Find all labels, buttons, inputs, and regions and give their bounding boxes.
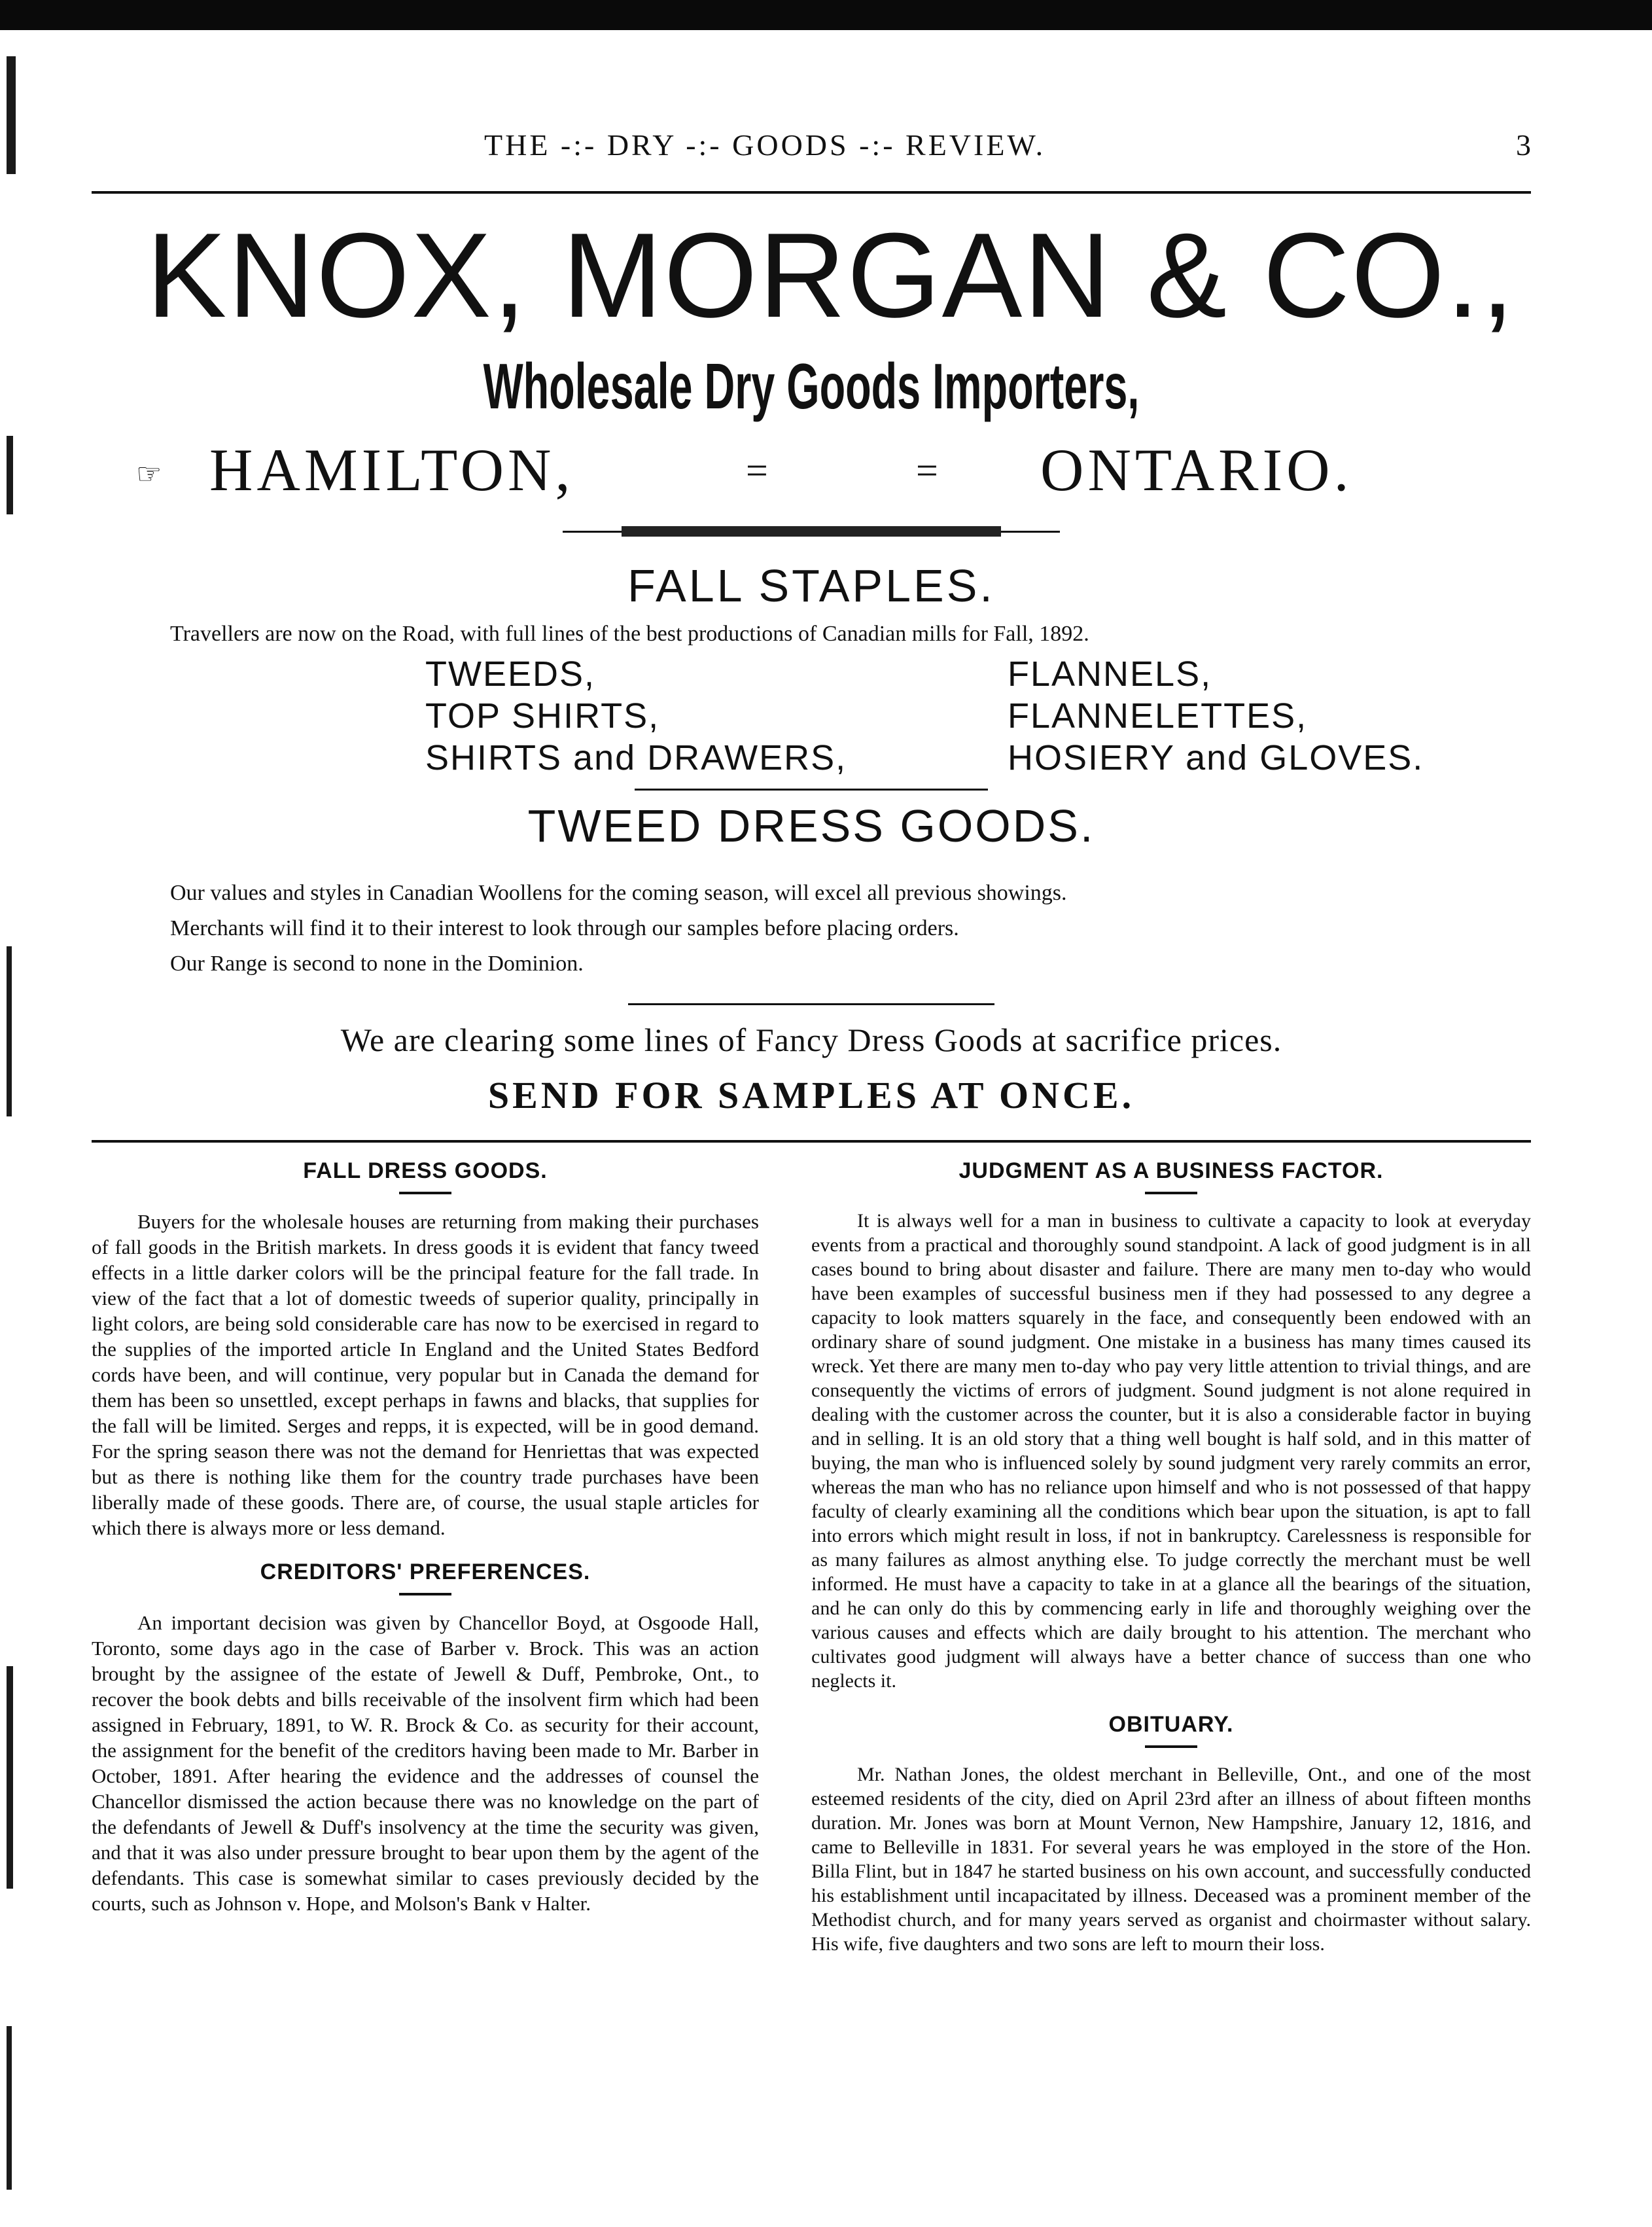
ad-bottom-rule [92,1140,1531,1143]
separator: = [916,449,942,492]
left-column [92,1155,759,1916]
staples-left-list [425,653,847,779]
ornamental-rule [563,524,1060,539]
edge-mark [7,56,16,174]
staple-item: FLANNELS, [1008,654,1212,694]
page [92,0,1531,2227]
article-title-creditors-preferences: CREDITORS' PREFERENCES. [260,1559,591,1584]
edge-mark [7,946,12,1116]
edge-mark [7,2026,12,2190]
staples-right-list [1008,653,1424,779]
title-rule [1145,1192,1197,1194]
running-head [92,128,1531,180]
spacer [811,1693,1531,1709]
article-body-obituary: Mr. Nathan Jones, the oldest merchant in Belleville, Ont., and one of the most esteemed residents of the city, died on April 23rd after an illness of about fifteen months duration. Mr. Jones was born at Mount Vernon, New Hampshire, January 12, 1816, and came to Belleville in 1831. For several years he was employed in the store of the Hon. Billa Flint, but in 1847 he started business on his own account, and successfully conducted his establishment until incapacitated by illness. Deceased was a prominent member of the Methodist church, and for many years served as organist and choirmaster without salary. His wife, five daughters and two sons are left to mourn their loss. [811,1764,1531,1955]
ornament-band [622,526,1001,537]
firm-description: Wholesale Dry Goods Importers, [483,350,1140,422]
article-title-judgment: JUDGMENT AS A BUSINESS FACTOR. [958,1158,1384,1183]
value-line: Our Range is second to none in the Dominion. [170,952,584,976]
travellers-line: Travellers are now on the Road, with full lines of the best productions of Canadian mills for Fall, 1892. [170,622,1089,646]
spacer [92,1541,759,1556]
city-name: HAMILTON, [209,436,574,503]
location-line [92,435,1531,507]
section-rule [628,1003,994,1005]
staple-item: SHIRTS and DRAWERS, [425,738,847,777]
article-body-fall-dress-goods: Buyers for the wholesale houses are returning from making their purchases of fall goods in the British markets. In dress goods it is evident that fancy tweed effects in a little darker colors will be the principal feature for the fall trade. In view of the fact that a lot of domestic tweeds of superior quality, principally in light colors, are being sold considerable care has now to be exercised in regard to the supplies of the imported article In England and the United States Bedford cords have been, and will continue, very popular but in Canada the demand for them has been so unsettled, except perhaps in fawns and blacks, that supplies for the fall will be limited. Serges and repps, it is expected, will be in good demand. For the spring season there was not the demand for Henriettas that was expected but as there is nothing like them for the country trade purchases have been liberally made of these goods. There are, of course, the usual staple articles for which there is always more or less demand. [92,1210,759,1539]
scan-left-edge [0,30,30,2227]
values-paragraph [170,876,1067,982]
value-line: Merchants will find it to their interest to look through our samples before placing orders. [170,916,959,940]
header-rule [92,191,1531,194]
staple-item: FLANNELETTES, [1008,696,1308,736]
right-column [811,1155,1531,1956]
article-title-fall-dress-goods: FALL DRESS GOODS. [303,1158,548,1183]
running-title: THE -:- DRY -:- GOODS -:- REVIEW. [484,128,1046,162]
page-number: 3 [1516,128,1531,162]
title-rule [399,1192,451,1194]
province-name: ONTARIO. [1040,436,1353,503]
edge-mark [7,1666,13,1889]
hand-pointer-icon: ☞ [136,458,166,490]
value-line: Our values and styles in Canadian Woollens for the coming season, will excel all previous showings. [170,881,1067,905]
title-rule [399,1593,451,1595]
staple-item: TOP SHIRTS, [425,696,660,736]
title-rule [1145,1745,1197,1748]
staple-item: HOSIERY and GLOVES. [1008,738,1424,777]
article-title-obituary: OBITUARY. [1108,1712,1234,1737]
firm-name: KNOX, MORGAN & CO., [146,207,1516,342]
article-body-creditors-preferences: An important decision was given by Chancellor Boyd, at Osgoode Hall, Toronto, some days ago in the case of Barber v. Brock. This was an action brought by the assignee of the estate of Jewell & Duff, Pembroke, Ont., to recover the book debts and bills receivable of the insolvent firm which had been assigned in February, 1891, to W. R. Brock & Co. as security for their account, the assignment for the benefit of the creditors having been made to Mr. Barber in October, 1891. After hearing the evidence and the addresses of counsel the Chancellor dismissed the action because there was no knowledge on the part of the defendants of Jewell & Duff's insolvency at the time the security was given, and that it was also under pressure brought to bear upon them by the agent of the defendants. This case is somewhat similar to cases previously decided by the courts, such as Johnson v. Hope, and Molson's Bank v Halter. [92,1611,759,1915]
clearing-line: We are clearing some lines of Fancy Dress Goods at sacrifice prices. [340,1022,1282,1058]
tweed-dress-goods-heading: TWEED DRESS GOODS. [527,800,1095,851]
fall-staples-heading: FALL STAPLES. [627,560,995,611]
section-rule [635,789,988,791]
staple-item: TWEEDS, [425,654,596,694]
article-body-judgment: It is always well for a man in business to cultivate a capacity to look at everyday events from a practical and thoroughly sound standpoint. A lack of good judgment is in all cases bound to bring about disaster and failure. There are many men to-day who would have been examples of successful business men if they had possessed to any degree a capacity to look matters squarely in the face, and consequently been endowed with an ordinary share of sound judgment. One mistake in a business has many times caused its wreck. Yet there are many men to-day who pay very little attention to trivial things, and are consequently the victims of errors of judgment. Sound judgment is not alone required in dealing with the customer across the counter, but it is also a considerable factor in buying and in selling. It is an old story that a thing well bought is half sold, and in this matter of buying, the man who is influenced solely by sound judgment very rarely commits an error, whereas the man who has no reliance upon himself and who is not possessed of that happy faculty of clearly examining all the conditions which bear upon the situation, is apt to fall into errors which might result in loss, if not in bankruptcy. Carelessness is responsible for as many failures as almost anything else. To judge correctly the merchant must be well informed. He must have a capacity to take in at a glance all the bearings of the situation, and he can only do this by commencing early in life and thoroughly weighing over the various causes and effects which are daily brought to his attention. The merchant who cultivates good judgment will always have a better chance of success than one who neglects it. [811,1210,1531,1692]
edge-mark [7,436,13,514]
send-samples-line: SEND FOR SAMPLES AT ONCE. [487,1074,1135,1116]
separator: = [746,449,772,492]
